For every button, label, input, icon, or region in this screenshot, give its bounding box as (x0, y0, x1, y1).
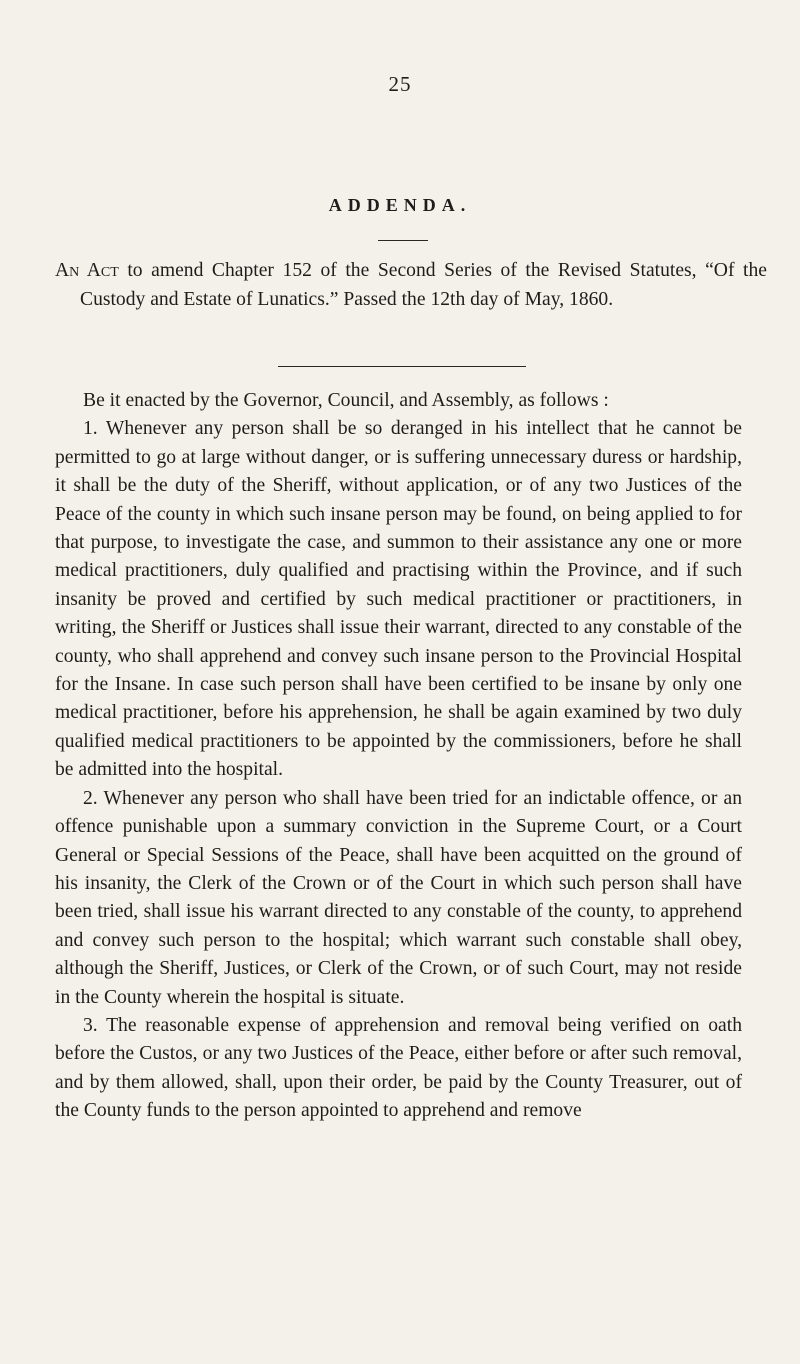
title-divider (278, 366, 526, 367)
act-title-text: to amend Chapter 152 of the Second Series of the Revised Statutes, “Of the Custody and Estate of Lunatics.” Passed the 12th day of May, 1860. (80, 260, 767, 310)
page-number: 25 (388, 72, 412, 96)
act-title (55, 256, 767, 314)
section-2: 2. Whenever any person who shall have been tried for an indictable offence, or an offence punishable upon a summary conviction in the Supreme Court, or a Court General or Special Sessions of the Peace, shall have been acquitted on the ground of his insanity, the Clerk of the Crown or of the Court in which such person shall have been tried, shall issue his warrant directed to any constable of the county, to apprehend and convey such person to the hospital; which warrant such constable shall obey, although the Sheriff, Justices, or Clerk of the Crown, or of such Court, may not reside in the County wherein the hospital is situate. (55, 787, 742, 1008)
act-title-lead: An Act (55, 260, 119, 281)
heading-divider (378, 240, 428, 241)
enacting-clause: Be it enacted by the Governor, Council, and Assembly, as follows : (83, 390, 609, 411)
act-body (55, 387, 742, 1126)
section-3: 3. The reasonable expense of apprehension and removal being verified on oath before the Custos, or any two Justices of the Peace, either before or after such removal, and by them allowed, shall, upon their order, be paid by the County Treasurer, out of the County funds to the person appointed to apprehend and remove (55, 1014, 742, 1122)
section-1: 1. Whenever any person shall be so deranged in his intellect that he cannot be permitted to go at large without danger, or is suffering unnecessary duress or hardship, it shall be the duty of the Sheriff, without application, or of any two Justices of the Peace of the county in which such insane person may be found, on being applied to for that purpose, to investigate the case, and summon to their assistance any one or more medical practitioners, duly qualified and practising within the Province, and if such insanity be proved and certified by such medical practitioner or practitioners, in writing, the Sheriff or Justices shall issue their warrant, directed to any constable of the county, who shall apprehend and convey such insane person to the Provincial Hospital for the Insane. In case such person shall have been certified to be insane by only one medical practitioner, before his apprehension, he shall be again examined by two duly qualified medical practitioners to be appointed by the commissioners, before he shall be admitted into the hospital. (55, 418, 742, 781)
section-heading: ADDENDA. (328, 195, 472, 215)
